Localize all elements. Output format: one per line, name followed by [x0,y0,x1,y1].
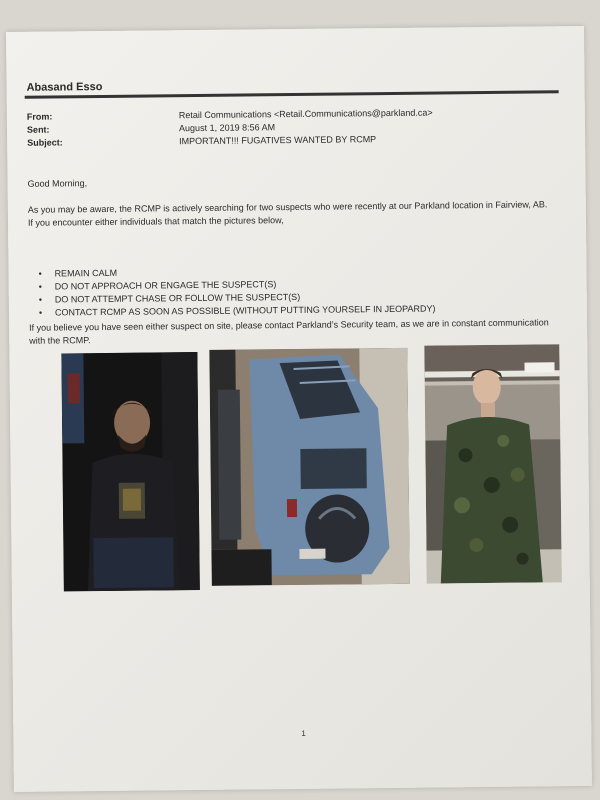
page-number: 1 [301,728,306,738]
closing-paragraph: If you believe you have seen either suspect on site, please contact Parkland’s Security team, as we are in constant communication with the RCMP. [29,317,549,346]
header-subject-key: Subject: [27,137,63,148]
dark-figure-image [61,352,199,591]
header-sent-key: Sent: [26,124,50,135]
sender-name: Abasand Esso [26,80,103,94]
header-from-value: Retail Communications <Retail.Communications@parkland.ca> [178,107,433,121]
header-from-key: From: [26,111,53,122]
header-subject-value: IMPORTANT!!! FUGATIVES WANTED BY RCMP [179,134,377,147]
suspect-photo-vehicle [209,348,409,586]
vehicle-image [209,348,409,586]
suspect-photo-camouflage [424,344,561,583]
printed-email-page [6,26,592,792]
greeting: Good Morning, [27,178,88,189]
header-sent-value: August 1, 2019 8:56 AM [178,122,276,134]
suspect-photo-dark-figure [61,352,199,591]
instruction-item: • REMAIN CALM [38,264,435,281]
instructions-list [38,264,435,320]
intro-paragraph: As you may be aware, the RCMP is actively searching for two suspects who were recently at our Parkland location in Fairview, AB. If you encounter either individuals that match the pictures below, [27,199,548,228]
header-divider [25,90,559,99]
instruction-item: • DO NOT ATTEMPT CHASE OR FOLLOW THE SUSPECT(S) [39,290,436,307]
instruction-item: • CONTACT RCMP AS SOON AS POSSIBLE (WITHOUT PUTTING YOURSELF IN JEOPARDY) [39,303,436,320]
camouflage-figure-image [424,344,561,583]
instruction-item: • DO NOT APPROACH OR ENGAGE THE SUSPECT(S) [39,277,436,294]
